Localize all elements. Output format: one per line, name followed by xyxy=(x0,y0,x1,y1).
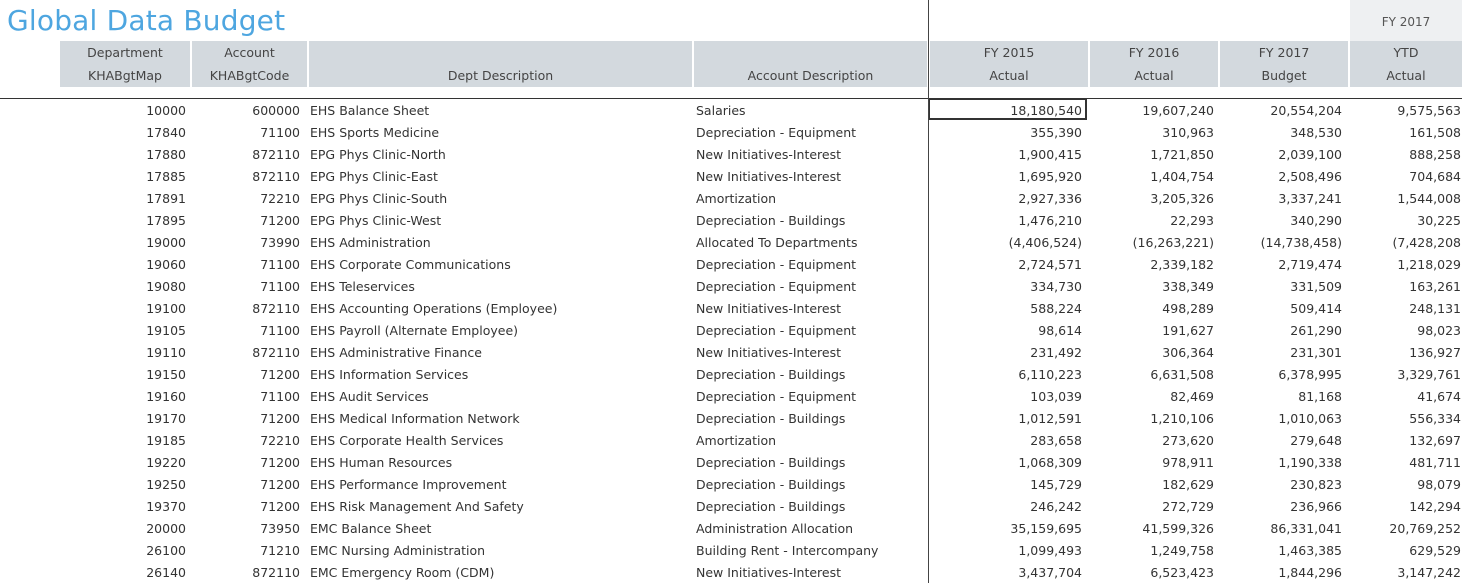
cell-fy2016-actual[interactable]: 19,607,240 xyxy=(1142,103,1214,118)
cell-dept-description[interactable]: EPG Phys Clinic-East xyxy=(310,169,438,184)
table-row[interactable] xyxy=(0,254,1462,276)
cell-ytd-actual[interactable]: 20,769,252 xyxy=(1389,521,1461,536)
cell-department[interactable]: 19100 xyxy=(146,301,186,316)
cell-ytd-actual[interactable]: 163,261 xyxy=(1409,279,1461,294)
cell-dept-description[interactable]: EPG Phys Clinic-South xyxy=(310,191,448,206)
header-fy2016-actual[interactable] xyxy=(1090,41,1218,87)
cell-dept-description[interactable]: EHS Audit Services xyxy=(310,389,429,404)
cell-fy2016-actual[interactable]: 22,293 xyxy=(1170,213,1214,228)
cell-account-description[interactable]: Depreciation - Buildings xyxy=(696,455,846,470)
cell-fy2016-actual[interactable]: 182,629 xyxy=(1162,477,1214,492)
cell-account-description[interactable]: Amortization xyxy=(696,191,777,206)
cell-fy2015-actual[interactable]: 355,390 xyxy=(1030,125,1082,140)
cell-fy2017-budget[interactable]: 261,290 xyxy=(1290,323,1342,338)
cell-account-description[interactable]: New Initiatives-Interest xyxy=(696,345,842,360)
cell-dept-description[interactable]: EHS Administrative Finance xyxy=(310,345,482,360)
table-row[interactable] xyxy=(0,474,1462,496)
table-row[interactable] xyxy=(0,364,1462,386)
header-dept-description-label: Dept Description xyxy=(447,68,554,83)
cell-fy2015-actual[interactable]: 103,039 xyxy=(1030,389,1082,404)
cell-department[interactable]: 20000 xyxy=(146,521,186,536)
cell-department[interactable]: 17885 xyxy=(146,169,186,184)
cell-fy2016-actual[interactable]: 338,349 xyxy=(1162,279,1214,294)
cell-account[interactable]: 872110 xyxy=(252,565,300,580)
cell-fy2015-actual[interactable]: 231,492 xyxy=(1030,345,1082,360)
cell-account[interactable]: 73950 xyxy=(260,521,300,536)
cell-department[interactable]: 19000 xyxy=(146,235,186,250)
cell-account[interactable]: 872110 xyxy=(252,301,300,316)
cell-account[interactable]: 872110 xyxy=(252,147,300,162)
table-row[interactable] xyxy=(0,408,1462,430)
cell-fy2015-actual[interactable]: (4,406,524) xyxy=(1008,235,1082,250)
cell-fy2017-budget[interactable]: 509,414 xyxy=(1290,301,1342,316)
cell-department[interactable]: 19160 xyxy=(146,389,186,404)
cell-fy2017-budget[interactable]: 1,463,385 xyxy=(1278,543,1342,558)
table-row[interactable] xyxy=(0,496,1462,518)
cell-dept-description[interactable]: EHS Sports Medicine xyxy=(310,125,440,140)
cell-department[interactable]: 17895 xyxy=(146,213,186,228)
cell-fy2017-budget[interactable]: 3,337,241 xyxy=(1278,191,1342,206)
header-ytd-actual[interactable] xyxy=(1350,41,1462,87)
cell-account[interactable]: 71200 xyxy=(260,213,300,228)
table-row[interactable] xyxy=(0,122,1462,144)
table-row[interactable] xyxy=(0,276,1462,298)
cell-ytd-actual[interactable]: 1,544,008 xyxy=(1397,191,1461,206)
cell-department[interactable]: 19060 xyxy=(146,257,186,272)
table-row[interactable] xyxy=(0,298,1462,320)
cell-fy2017-budget[interactable]: 86,331,041 xyxy=(1270,521,1342,536)
cell-fy2016-actual[interactable]: 306,364 xyxy=(1162,345,1214,360)
cell-ytd-actual[interactable]: 161,508 xyxy=(1409,125,1461,140)
cell-fy2017-budget[interactable]: 2,039,100 xyxy=(1278,147,1342,162)
header-account-line1: Account xyxy=(224,45,275,60)
cell-dept-description[interactable]: EPG Phys Clinic-West xyxy=(310,213,442,228)
cell-account-description[interactable]: New Initiatives-Interest xyxy=(696,565,842,580)
cell-fy2017-budget[interactable]: 236,966 xyxy=(1290,499,1342,514)
cell-fy2017-budget[interactable]: 331,509 xyxy=(1290,279,1342,294)
cell-department[interactable]: 17840 xyxy=(146,125,186,140)
cell-account-description[interactable]: Depreciation - Buildings xyxy=(696,213,846,228)
header-account-description[interactable] xyxy=(694,41,927,87)
cell-account-description[interactable]: Depreciation - Equipment xyxy=(696,389,857,404)
cell-fy2017-budget[interactable]: 231,301 xyxy=(1290,345,1342,360)
fiscal-year-filter[interactable]: FY 2017 xyxy=(1350,0,1462,41)
cell-fy2015-actual[interactable]: 334,730 xyxy=(1030,279,1082,294)
header-department[interactable] xyxy=(60,41,190,87)
table-row[interactable] xyxy=(0,188,1462,210)
cell-dept-description[interactable]: EHS Medical Information Network xyxy=(310,411,520,426)
cell-account[interactable]: 73990 xyxy=(260,235,300,250)
cell-fy2015-actual[interactable]: 1,068,309 xyxy=(1018,455,1082,470)
cell-fy2015-actual[interactable]: 588,224 xyxy=(1030,301,1082,316)
cell-fy2017-budget[interactable]: 81,168 xyxy=(1298,389,1342,404)
cell-account[interactable]: 71200 xyxy=(260,411,300,426)
cell-account-description[interactable]: Depreciation - Buildings xyxy=(696,411,846,426)
cell-ytd-actual[interactable]: 41,674 xyxy=(1417,389,1461,404)
cell-fy2015-actual[interactable]: 3,437,704 xyxy=(1018,565,1082,580)
cell-dept-description[interactable]: EHS Corporate Communications xyxy=(310,257,511,272)
cell-account[interactable]: 71200 xyxy=(260,499,300,514)
cell-fy2016-actual[interactable]: 6,523,423 xyxy=(1150,565,1214,580)
header-account-line2: KHABgtCode xyxy=(209,68,290,83)
cell-fy2016-actual[interactable]: 2,339,182 xyxy=(1150,257,1214,272)
cell-dept-description[interactable]: EHS Balance Sheet xyxy=(310,103,430,118)
cell-account-description[interactable]: Depreciation - Equipment xyxy=(696,323,857,338)
cell-account[interactable]: 872110 xyxy=(252,345,300,360)
cell-fy2016-actual[interactable]: 1,404,754 xyxy=(1150,169,1214,184)
cell-account-description[interactable]: New Initiatives-Interest xyxy=(696,147,842,162)
cell-fy2015-actual[interactable]: 98,614 xyxy=(1038,323,1082,338)
cell-account[interactable]: 71200 xyxy=(260,455,300,470)
cell-account[interactable]: 600000 xyxy=(252,103,300,118)
cell-fy2017-budget[interactable]: 279,648 xyxy=(1290,433,1342,448)
cell-dept-description[interactable]: EHS Administration xyxy=(310,235,431,250)
cell-fy2016-actual[interactable]: 41,599,326 xyxy=(1142,521,1214,536)
cell-ytd-actual[interactable]: (7,428,208 xyxy=(1392,235,1461,250)
table-row[interactable] xyxy=(0,100,1462,122)
header-department-line2: KHABgtMap xyxy=(88,68,162,83)
cell-department[interactable]: 19150 xyxy=(146,367,186,382)
table-row[interactable] xyxy=(0,210,1462,232)
cell-account-description[interactable]: Allocated To Departments xyxy=(696,235,858,250)
cell-account-description[interactable]: Depreciation - Buildings xyxy=(696,367,846,382)
cell-dept-description[interactable]: EHS Corporate Health Services xyxy=(310,433,504,448)
cell-fy2015-actual[interactable]: 145,729 xyxy=(1030,477,1082,492)
cell-dept-description[interactable]: EHS Accounting Operations (Employee) xyxy=(310,301,558,316)
cell-fy2016-actual[interactable]: 6,631,508 xyxy=(1150,367,1214,382)
cell-fy2016-actual[interactable]: 272,729 xyxy=(1162,499,1214,514)
cell-fy2017-budget[interactable]: 1,190,338 xyxy=(1278,455,1342,470)
cell-account[interactable]: 71210 xyxy=(260,543,300,558)
cell-fy2015-actual[interactable]: 2,724,571 xyxy=(1018,257,1082,272)
cell-ytd-actual[interactable]: 30,225 xyxy=(1417,213,1461,228)
cell-fy2016-actual[interactable]: 82,469 xyxy=(1170,389,1214,404)
header-fy2015-actual[interactable] xyxy=(930,41,1088,87)
cell-account-description[interactable]: New Initiatives-Interest xyxy=(696,301,842,316)
cell-fy2016-actual[interactable]: 273,620 xyxy=(1162,433,1214,448)
cell-account[interactable]: 72210 xyxy=(260,433,300,448)
cell-fy2016-actual[interactable]: 191,627 xyxy=(1162,323,1214,338)
header-fy2017-line1: FY 2017 xyxy=(1258,45,1310,60)
cell-fy2015-actual[interactable]: 18,180,540 xyxy=(1010,103,1082,118)
table-row[interactable] xyxy=(0,232,1462,254)
cell-account[interactable]: 71100 xyxy=(260,257,300,272)
cell-account-description[interactable]: Depreciation - Buildings xyxy=(696,477,846,492)
cell-account-description[interactable]: Depreciation - Buildings xyxy=(696,499,846,514)
cell-account-description[interactable]: Building Rent - Intercompany xyxy=(696,543,879,558)
header-fy2016-line1: FY 2016 xyxy=(1128,45,1180,60)
cell-dept-description[interactable]: EMC Emergency Room (CDM) xyxy=(310,565,495,580)
header-divider xyxy=(0,98,1462,99)
cell-ytd-actual[interactable]: 98,023 xyxy=(1417,323,1461,338)
cell-account[interactable]: 71100 xyxy=(260,125,300,140)
cell-fy2016-actual[interactable]: 310,963 xyxy=(1162,125,1214,140)
cell-fy2015-actual[interactable]: 246,242 xyxy=(1030,499,1082,514)
cell-department[interactable]: 19185 xyxy=(146,433,186,448)
header-fy2017-line2: Budget xyxy=(1261,68,1307,83)
cell-fy2015-actual[interactable]: 1,900,415 xyxy=(1018,147,1082,162)
cell-fy2016-actual[interactable]: 1,249,758 xyxy=(1150,543,1214,558)
cell-account-description[interactable]: Depreciation - Equipment xyxy=(696,257,857,272)
cell-department[interactable]: 17880 xyxy=(146,147,186,162)
cell-ytd-actual[interactable]: 98,079 xyxy=(1417,477,1461,492)
header-account-description-label: Account Description xyxy=(747,68,874,83)
cell-fy2017-budget[interactable]: (14,738,458) xyxy=(1260,235,1342,250)
cell-fy2017-budget[interactable]: 2,719,474 xyxy=(1278,257,1342,272)
cell-fy2015-actual[interactable]: 1,476,210 xyxy=(1018,213,1082,228)
header-dept-description[interactable] xyxy=(309,41,692,87)
cell-dept-description[interactable]: EMC Nursing Administration xyxy=(310,543,486,558)
cell-fy2017-budget[interactable]: 1,844,296 xyxy=(1278,565,1342,580)
cell-dept-description[interactable]: EHS Information Services xyxy=(310,367,469,382)
cell-fy2015-actual[interactable]: 35,159,695 xyxy=(1010,521,1082,536)
header-ytd-line2: Actual xyxy=(1386,68,1426,83)
cell-department[interactable]: 19080 xyxy=(146,279,186,294)
cell-fy2017-budget[interactable]: 1,010,063 xyxy=(1278,411,1342,426)
header-fy2016-line2: Actual xyxy=(1134,68,1174,83)
cell-ytd-actual[interactable]: 704,684 xyxy=(1409,169,1461,184)
header-fy2017-budget[interactable] xyxy=(1220,41,1348,87)
table-row[interactable] xyxy=(0,320,1462,342)
cell-dept-description[interactable]: EHS Teleservices xyxy=(310,279,415,294)
cell-fy2015-actual[interactable]: 6,110,223 xyxy=(1018,367,1082,382)
table-row[interactable] xyxy=(0,540,1462,562)
cell-department[interactable]: 19105 xyxy=(146,323,186,338)
cell-dept-description[interactable]: EHS Human Resources xyxy=(310,455,453,470)
cell-fy2015-actual[interactable]: 1,012,591 xyxy=(1018,411,1082,426)
cell-fy2016-actual[interactable]: 1,721,850 xyxy=(1150,147,1214,162)
cell-dept-description[interactable]: EHS Risk Management And Safety xyxy=(310,499,524,514)
cell-account[interactable]: 72210 xyxy=(260,191,300,206)
header-ytd-line1: YTD xyxy=(1393,45,1419,60)
table-row[interactable] xyxy=(0,518,1462,540)
cell-fy2017-budget[interactable]: 230,823 xyxy=(1290,477,1342,492)
header-account[interactable] xyxy=(192,41,307,87)
cell-fy2017-budget[interactable]: 348,530 xyxy=(1290,125,1342,140)
cell-account-description[interactable]: Amortization xyxy=(696,433,777,448)
cell-fy2016-actual[interactable]: 978,911 xyxy=(1162,455,1214,470)
data-table-body xyxy=(0,100,1462,583)
table-row[interactable] xyxy=(0,166,1462,188)
cell-fy2015-actual[interactable]: 283,658 xyxy=(1030,433,1082,448)
cell-fy2017-budget[interactable]: 6,378,995 xyxy=(1278,367,1342,382)
cell-department[interactable]: 19220 xyxy=(146,455,186,470)
cell-account-description[interactable]: Administration Allocation xyxy=(696,521,854,536)
cell-dept-description[interactable]: EMC Balance Sheet xyxy=(310,521,432,536)
table-row[interactable] xyxy=(0,430,1462,452)
cell-fy2016-actual[interactable]: (16,263,221) xyxy=(1132,235,1214,250)
cell-account-description[interactable]: Salaries xyxy=(696,103,746,118)
cell-department[interactable]: 19250 xyxy=(146,477,186,492)
cell-ytd-actual[interactable]: 136,927 xyxy=(1409,345,1461,360)
cell-account-description[interactable]: Depreciation - Equipment xyxy=(696,279,857,294)
cell-ytd-actual[interactable]: 3,147,242 xyxy=(1397,565,1461,580)
cell-fy2017-budget[interactable]: 340,290 xyxy=(1290,213,1342,228)
cell-ytd-actual[interactable]: 142,294 xyxy=(1409,499,1461,514)
cell-department[interactable]: 19110 xyxy=(146,345,186,360)
cell-account-description[interactable]: New Initiatives-Interest xyxy=(696,169,842,184)
cell-account[interactable]: 71100 xyxy=(260,323,300,338)
cell-ytd-actual[interactable]: 556,334 xyxy=(1409,411,1461,426)
header-department-line1: Department xyxy=(87,45,163,60)
header-fy2015-line2: Actual xyxy=(989,68,1029,83)
report-title: Global Data Budget xyxy=(7,4,286,37)
header-fy2015-line1: FY 2015 xyxy=(983,45,1035,60)
cell-fy2015-actual[interactable]: 1,695,920 xyxy=(1018,169,1082,184)
cell-fy2015-actual[interactable]: 1,099,493 xyxy=(1018,543,1082,558)
cell-department[interactable]: 19370 xyxy=(146,499,186,514)
cell-department[interactable]: 19170 xyxy=(146,411,186,426)
cell-fy2016-actual[interactable]: 1,210,106 xyxy=(1150,411,1214,426)
cell-ytd-actual[interactable]: 629,529 xyxy=(1409,543,1461,558)
cell-account[interactable]: 71200 xyxy=(260,367,300,382)
cell-ytd-actual[interactable]: 9,575,563 xyxy=(1397,103,1461,118)
cell-account[interactable]: 71200 xyxy=(260,477,300,492)
table-row[interactable] xyxy=(0,386,1462,408)
cell-ytd-actual[interactable]: 481,711 xyxy=(1409,455,1461,470)
cell-dept-description[interactable]: EHS Performance Improvement xyxy=(310,477,507,492)
cell-account[interactable]: 71100 xyxy=(260,279,300,294)
cell-dept-description[interactable]: EPG Phys Clinic-North xyxy=(310,147,446,162)
cell-account[interactable]: 71100 xyxy=(260,389,300,404)
cell-ytd-actual[interactable]: 248,131 xyxy=(1409,301,1461,316)
cell-department[interactable]: 17891 xyxy=(146,191,186,206)
cell-fy2016-actual[interactable]: 3,205,326 xyxy=(1150,191,1214,206)
cell-department[interactable]: 26140 xyxy=(146,565,186,580)
cell-ytd-actual[interactable]: 888,258 xyxy=(1409,147,1461,162)
table-row[interactable] xyxy=(0,562,1462,583)
cell-department[interactable]: 26100 xyxy=(146,543,186,558)
cell-account-description[interactable]: Depreciation - Equipment xyxy=(696,125,857,140)
cell-ytd-actual[interactable]: 132,697 xyxy=(1409,433,1461,448)
cell-fy2017-budget[interactable]: 2,508,496 xyxy=(1278,169,1342,184)
table-row[interactable] xyxy=(0,342,1462,364)
cell-dept-description[interactable]: EHS Payroll (Alternate Employee) xyxy=(310,323,519,338)
cell-account[interactable]: 872110 xyxy=(252,169,300,184)
cell-fy2015-actual[interactable]: 2,927,336 xyxy=(1018,191,1082,206)
table-row[interactable] xyxy=(0,452,1462,474)
table-row[interactable] xyxy=(0,144,1462,166)
cell-ytd-actual[interactable]: 1,218,029 xyxy=(1397,257,1461,272)
cell-department[interactable]: 10000 xyxy=(146,103,186,118)
cell-fy2016-actual[interactable]: 498,289 xyxy=(1162,301,1214,316)
cell-fy2017-budget[interactable]: 20,554,204 xyxy=(1270,103,1342,118)
cell-ytd-actual[interactable]: 3,329,761 xyxy=(1397,367,1461,382)
